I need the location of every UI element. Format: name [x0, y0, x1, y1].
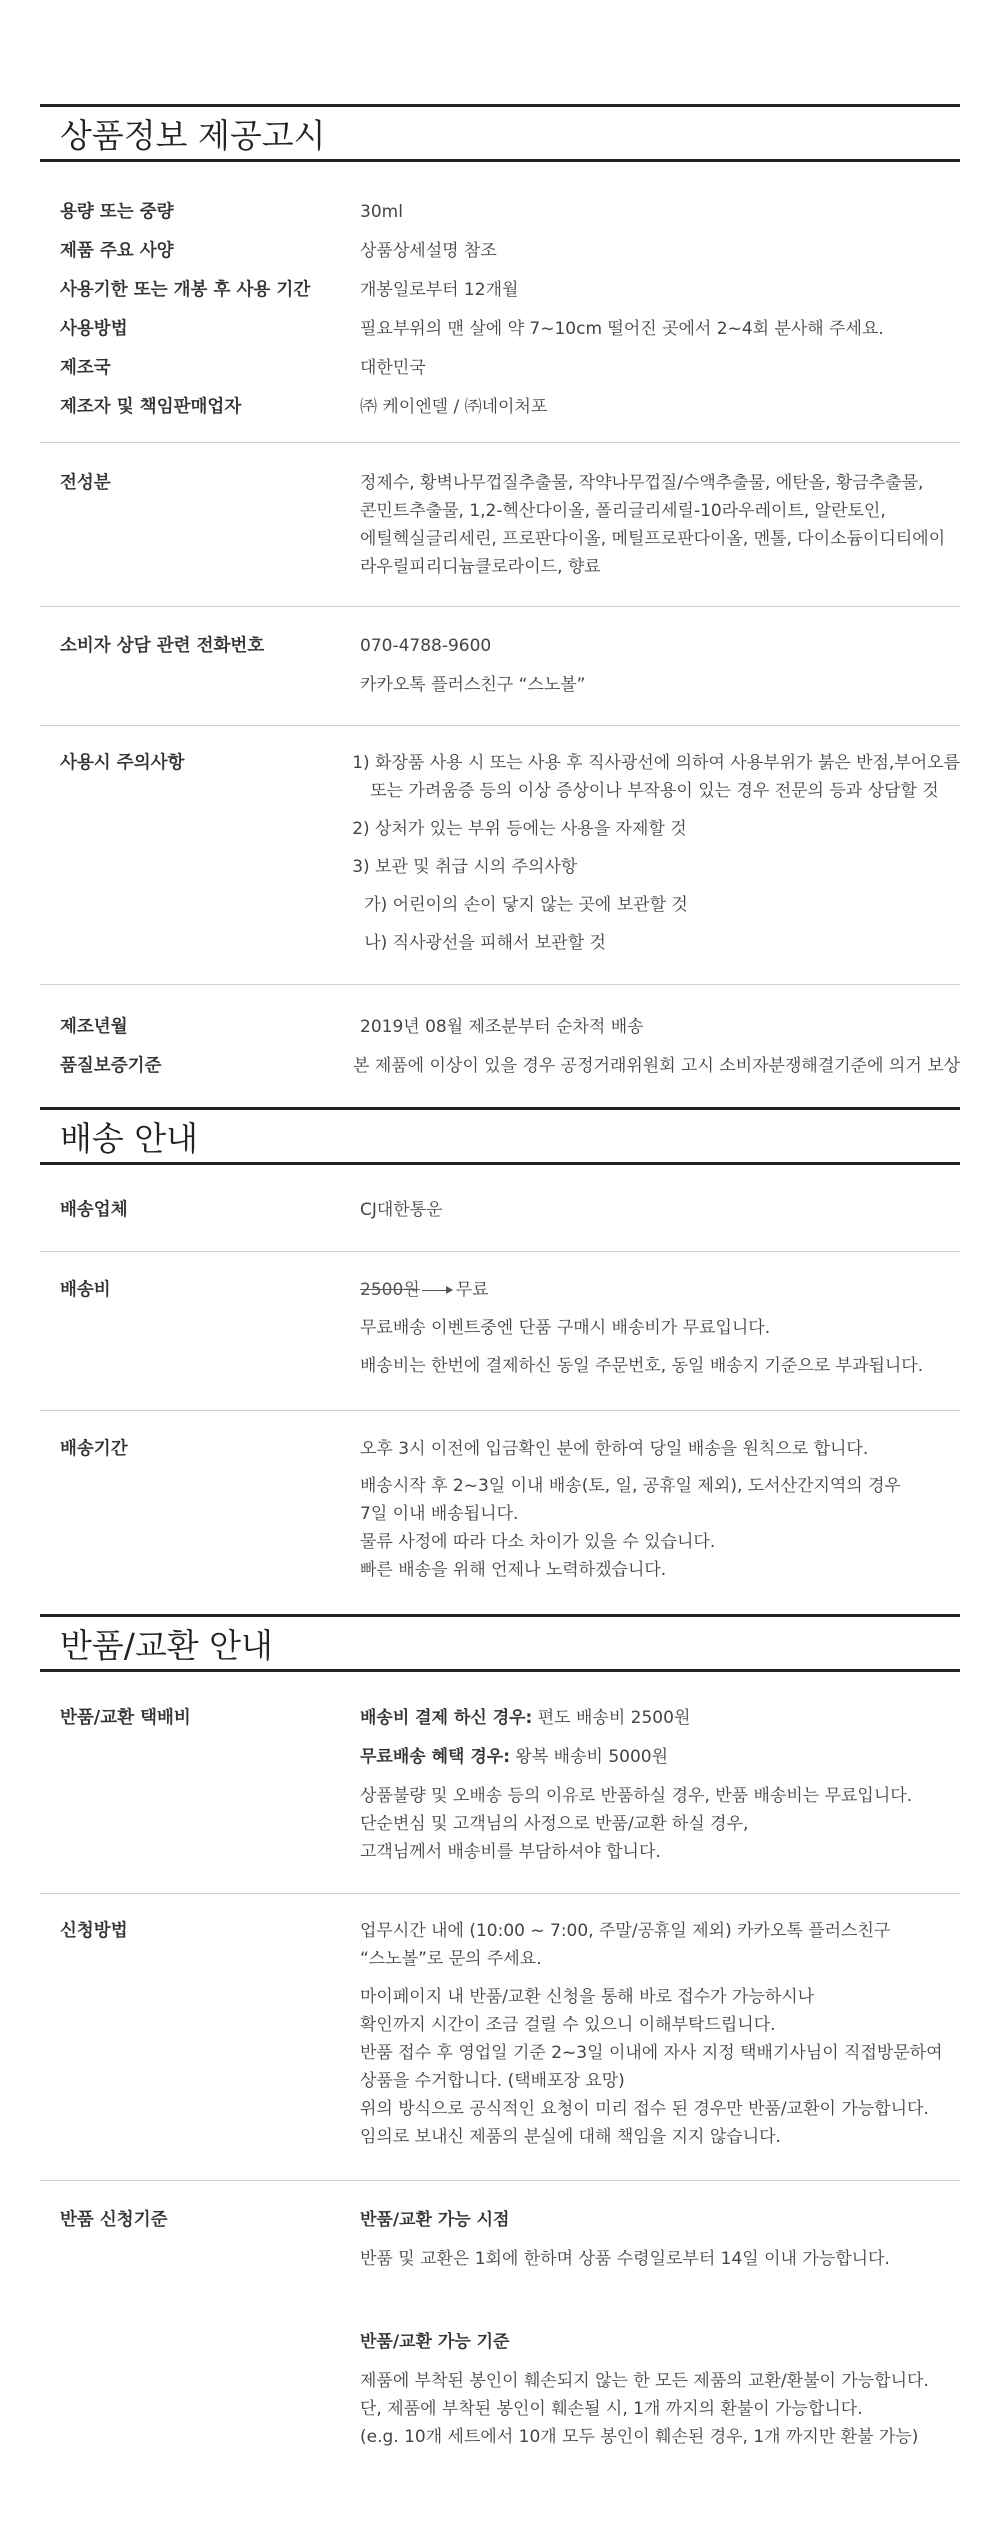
returns-fee-line: 단순변심 및 고객님의 사정으로 반품/교환 하실 경우, — [360, 1814, 749, 1834]
caution-label: 사용시 주의사항 — [60, 753, 185, 773]
caution-item: 3) 보관 및 취급 시의 주의사항 — [352, 857, 578, 877]
info-row-label: 제조국 — [60, 358, 111, 378]
shipping-section — [40, 1107, 960, 1165]
caution-subitem: 나) 직사광선을 피해서 보관할 것 — [364, 933, 606, 953]
ingredients-line: 정제수, 황벽나무껍질추출물, 작약나무껍질/수액추출물, 에탄올, 황금추출물, — [360, 473, 924, 493]
contact-phone: 070-4788-9600 — [360, 636, 492, 656]
info-row — [40, 193, 960, 232]
info-row-label: 사용방법 — [60, 319, 128, 339]
info-row-value: 30ml — [360, 202, 403, 222]
caution-item: 2) 상처가 있는 부위 등에는 사용을 자제할 것 — [352, 819, 687, 839]
shipping-period-line: 물류 사정에 따라 다소 차이가 있을 수 있습니다. — [360, 1532, 716, 1552]
returns-fee-line: 상품불량 및 오배송 등의 이유로 반품하실 경우, 반품 배송비는 무료입니다. — [360, 1786, 913, 1806]
manufacture-value: 2019년 08월 제조분부터 순차적 배송 — [360, 1017, 644, 1037]
shipping-company-label: 배송업체 — [60, 1200, 128, 1220]
returns-apply-line: 마이페이지 내 반품/교환 신청을 통해 바로 접수가 가능하시나 — [360, 1987, 815, 2007]
returns-fee-free-label: 무료배송 혜택 경우: — [360, 1747, 511, 1767]
ingredients-row — [40, 469, 960, 581]
returns-apply-line: “스노볼”로 문의 주세요. — [360, 1949, 542, 1969]
quality-value: 본 제품에 이상이 있을 경우 공정거래위원회 고시 소비자분쟁해결기준에 의거 보상 — [353, 1056, 960, 1076]
shipping-period-line: 빠른 배송을 위해 언제나 노력하겠습니다. — [360, 1560, 667, 1580]
contact-row — [40, 631, 960, 700]
info-row-value: 개봉일로부터 12개월 — [360, 280, 519, 300]
shipping-period-line: 오후 3시 이전에 입금확인 분에 한하여 당일 배송을 원칙으로 합니다. — [360, 1439, 869, 1459]
ingredients-line: 콘민트추출물, 1,2-헥산다이올, 폴리글리세릴-10라우레이트, 알란토인, — [360, 501, 886, 521]
returns-fee-free-value: 왕복 배송비 5000원 — [510, 1747, 669, 1767]
returns-fee-paid-label: 배송비 결제 하신 경우: — [360, 1708, 533, 1728]
quality-label: 품질보증기준 — [60, 1056, 162, 1076]
caution-item-continued: 또는 가려움증 등의 이상 증상이나 부작용이 있는 경우 전문의 등과 상담할 것 — [370, 781, 939, 801]
returns-standard-line: (e.g. 10개 세트에서 10개 모두 봉인이 훼손된 경우, 1개 까지만 환불 가능) — [360, 2427, 919, 2447]
shipping-fee-label: 배송비 — [60, 1280, 111, 1300]
info-row — [40, 271, 960, 310]
shipping-period-label: 배송기간 — [60, 1439, 128, 1459]
shipping-period-row — [40, 1434, 960, 1584]
returns-fee-paid-value: 편도 배송비 2500원 — [532, 1708, 691, 1728]
manufacture-label: 제조년월 — [60, 1017, 128, 1037]
divider — [40, 1893, 960, 1894]
returns-apply-line: 위의 방식으로 공식적인 요청이 미리 접수 된 경우만 반품/교환이 가능합니다. — [360, 2099, 929, 2119]
info-row-label: 제조자 및 책임판매업자 — [60, 397, 242, 417]
manufacture-rows — [40, 1008, 960, 1086]
returns-section — [40, 1614, 960, 1672]
returns-fee-label: 반품/교환 택배비 — [60, 1708, 191, 1728]
new-price: 무료 — [455, 1280, 489, 1300]
caution-row — [40, 749, 960, 957]
returns-criteria-label: 반품 신청기준 — [60, 2210, 168, 2230]
shipping-fee-row — [40, 1275, 960, 1381]
divider — [40, 1251, 960, 1252]
shipping-fee-note: 배송비는 한번에 결제하신 동일 주문번호, 동일 배송지 기준으로 부과됩니다. — [360, 1356, 924, 1376]
shipping-period-line: 배송시작 후 2~3일 이내 배송(토, 일, 공휴일 제외), 도서산간지역의 경우 — [360, 1476, 901, 1496]
product-info-section — [40, 104, 960, 162]
shipping-fee-price — [360, 1275, 960, 1305]
shipping-company-value: CJ대한통운 — [360, 1200, 443, 1220]
info-row-label: 제품 주요 사양 — [60, 241, 174, 261]
shipping-period-line: 7일 이내 배송됩니다. — [360, 1504, 519, 1524]
info-row — [40, 310, 960, 349]
info-row-value: ㈜ 케이엔델 / ㈜네이처포 — [360, 397, 548, 417]
returns-apply-line: 상품을 수거합니다. (택배포장 요망) — [360, 2071, 625, 2091]
info-row — [40, 232, 960, 271]
product-info-basic-rows — [40, 193, 960, 427]
ingredients-line: 에틸헥실글리세린, 프로판다이올, 메틸프로판다이올, 멘톨, 다이소듐이디티에이 — [360, 529, 946, 549]
info-row — [40, 388, 960, 427]
returns-apply-line: 임의로 보내신 제품의 분실에 대해 책임을 지지 않습니다. — [360, 2127, 781, 2147]
returns-fee-line: 고객님께서 배송비를 부담하셔야 합니다. — [360, 1842, 661, 1862]
arrow-right-icon — [422, 1290, 452, 1291]
returns-fee-paid — [360, 1703, 960, 1733]
shipping-title: 배송 안내 — [40, 1107, 960, 1165]
info-row-value: 대한민국 — [360, 358, 426, 378]
old-price: 2500원 — [360, 1280, 420, 1300]
divider — [40, 984, 960, 985]
returns-fee-free — [360, 1742, 960, 1772]
returns-criteria-row — [40, 2205, 960, 2451]
shipping-company-row — [40, 1195, 960, 1225]
returns-fee-row — [40, 1703, 960, 1866]
divider — [40, 442, 960, 443]
returns-apply-line: 반품 접수 후 영업일 기준 2~3일 이내에 자사 지정 택배기사님이 직접방문하여 — [360, 2043, 943, 2063]
returns-title: 반품/교환 안내 — [40, 1614, 960, 1672]
divider — [40, 2180, 960, 2181]
contact-kakao: 카카오톡 플러스친구 “스노볼” — [360, 675, 586, 695]
product-info-title: 상품정보 제공고시 — [40, 104, 960, 162]
returns-apply-row — [40, 1917, 960, 2151]
contact-label: 소비자 상담 관련 전화번호 — [60, 636, 265, 656]
divider — [40, 725, 960, 726]
info-row-label: 용량 또는 중량 — [60, 202, 174, 222]
returns-standard-title: 반품/교환 가능 기준 — [360, 2332, 510, 2352]
ingredients-label: 전성분 — [60, 473, 111, 493]
info-row-value: 필요부위의 맨 살에 약 7~10cm 떨어진 곳에서 2~4회 분사해 주세요. — [360, 319, 884, 339]
returns-time-title: 반품/교환 가능 시점 — [360, 2210, 510, 2230]
returns-time-text: 반품 및 교환은 1회에 한하며 상품 수령일로부터 14일 이내 가능합니다. — [360, 2249, 890, 2269]
returns-apply-line: 업무시간 내에 (10:00 ~ 7:00, 주말/공휴일 제외) 카카오톡 플러스친구 — [360, 1921, 891, 1941]
returns-apply-line: 확인까지 시간이 조금 걸릴 수 있으니 이해부탁드립니다. — [360, 2015, 776, 2035]
caution-subitem: 가) 어린이의 손이 닿지 않는 곳에 보관할 것 — [364, 895, 688, 915]
returns-standard-line: 단, 제품에 부착된 봉인이 훼손될 시, 1개 까지의 환불이 가능합니다. — [360, 2399, 863, 2419]
divider — [40, 606, 960, 607]
info-row-value: 상품상세설명 참조 — [360, 241, 497, 261]
returns-standard-line: 제품에 부착된 봉인이 훼손되지 않는 한 모든 제품의 교환/환불이 가능합니다. — [360, 2371, 929, 2391]
shipping-fee-note: 무료배송 이벤트중엔 단품 구매시 배송비가 무료입니다. — [360, 1318, 771, 1338]
returns-apply-label: 신청방법 — [60, 1921, 128, 1941]
ingredients-line: 라우릴피리디늄클로라이드, 향료 — [360, 557, 601, 577]
info-row-label: 사용기한 또는 개봉 후 사용 기간 — [60, 280, 311, 300]
divider — [40, 1410, 960, 1411]
info-row — [40, 349, 960, 388]
caution-item: 1) 화장품 사용 시 또는 사용 후 직사광선에 의하여 사용부위가 붉은 반점,부어오름 — [352, 753, 960, 773]
